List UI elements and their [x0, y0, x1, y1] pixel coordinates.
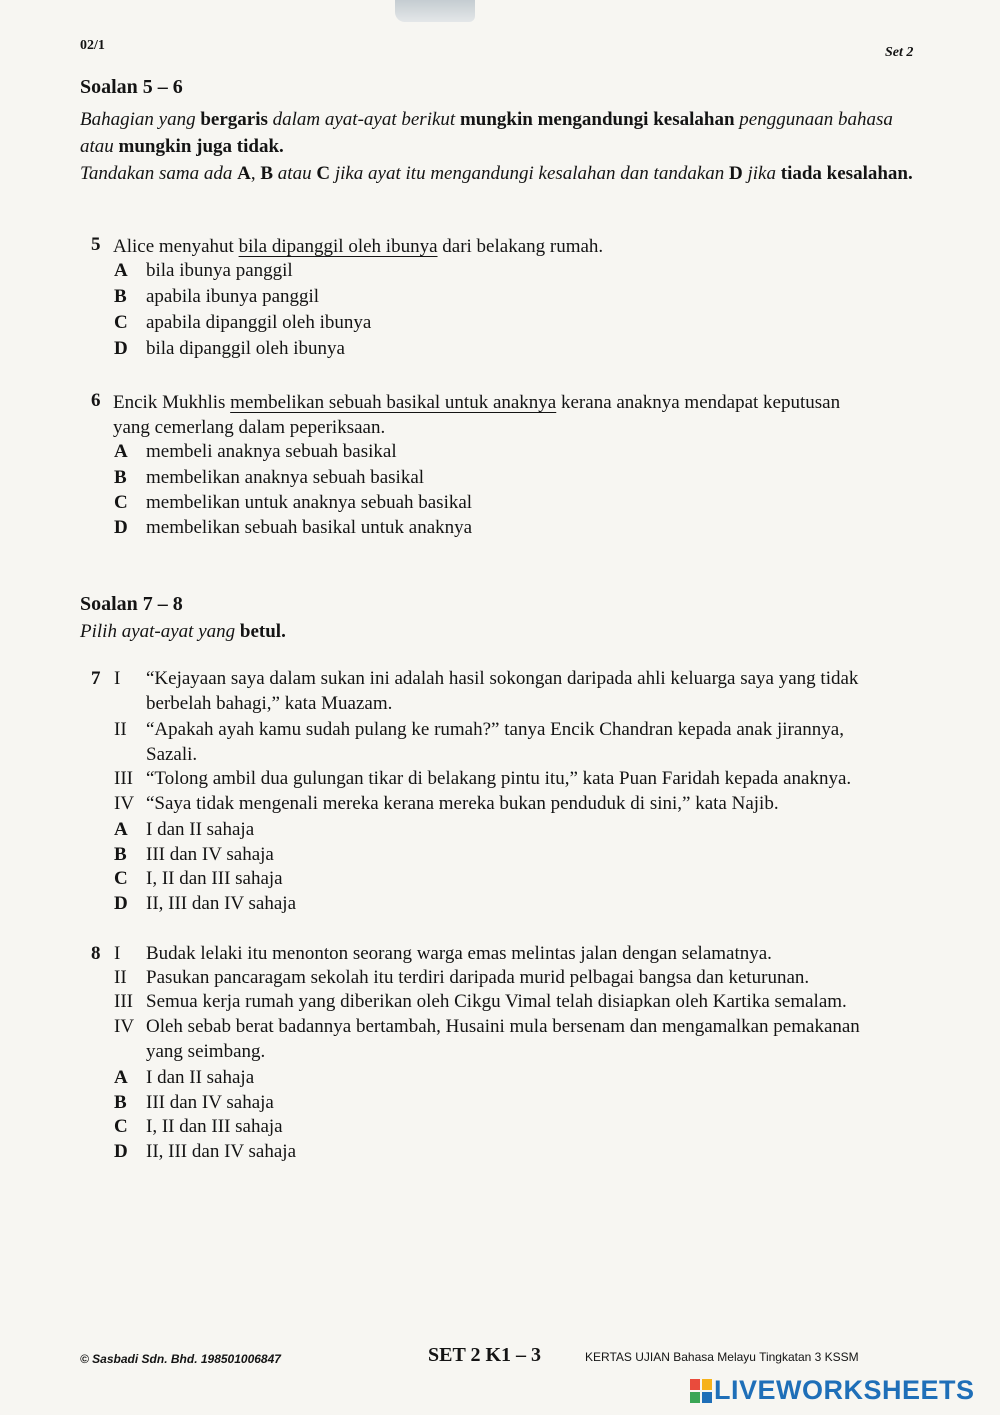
underlined-phrase: membelikan sebuah basikal untuk anaknya	[230, 392, 557, 413]
statement-text: “Kejayaan saya dalam sukan ini adalah hasil sokongan daripada ahli keluarga saya yang tidak berbelah bahagi,” kata Muazam.	[146, 668, 859, 714]
option-letter: D	[114, 338, 128, 359]
option-text[interactable]: apabila dipanggil oleh ibunya	[146, 312, 372, 333]
question-number-7: 7	[91, 668, 101, 689]
liveworksheets-icon	[690, 1379, 712, 1403]
question-number-6: 6	[91, 390, 101, 411]
publisher-credit: © Sasbadi Sdn. Bhd. 198501006847	[80, 1352, 281, 1366]
page-label: SET 2 K1 – 3	[428, 1344, 541, 1366]
paper-code: 02/1	[80, 38, 105, 53]
option-text[interactable]: II, III dan IV sahaja	[146, 893, 296, 914]
statement-roman: IV	[114, 793, 135, 814]
option-letter: A	[114, 260, 128, 281]
liveworksheets-logo[interactable]	[690, 1375, 975, 1406]
option-letter: B	[114, 844, 127, 865]
section-instruction-3: Pilih ayat-ayat yang betul.	[80, 621, 286, 642]
statement-roman: III	[114, 991, 133, 1012]
paper-title: KERTAS UJIAN Bahasa Melayu Tingkatan 3 KSSM	[585, 1350, 859, 1364]
option-letter: C	[114, 868, 128, 889]
option-text[interactable]: I, II dan III sahaja	[146, 868, 283, 889]
question-6-stem-line2: yang cemerlang dalam peperiksaan.	[113, 417, 386, 438]
statement-text: “Apakah ayah kamu sudah pulang ke rumah?” tanya Encik Chandran kepada anak jirannya, Sazali.	[146, 719, 844, 765]
option-text[interactable]: I, II dan III sahaja	[146, 1116, 283, 1137]
section-title-5-6: Soalan 5 – 6	[80, 76, 183, 98]
statement-roman: IV	[114, 1016, 135, 1037]
statement-roman: II	[114, 967, 127, 988]
option-letter: D	[114, 517, 128, 538]
option-text[interactable]: bila ibunya panggil	[146, 260, 293, 281]
option-letter: B	[114, 467, 127, 488]
option-letter: D	[114, 1141, 128, 1162]
option-letter: D	[114, 893, 128, 914]
option-text[interactable]: membeli anaknya sebuah basikal	[146, 441, 397, 462]
statement-text: Semua kerja rumah yang diberikan oleh Cikgu Vimal telah disiapkan oleh Kartika semalam.	[146, 991, 847, 1012]
option-text[interactable]: III dan IV sahaja	[146, 1092, 274, 1113]
option-text[interactable]: membelikan sebuah basikal untuk anaknya	[146, 517, 473, 538]
option-text[interactable]: I dan II sahaja	[146, 1067, 255, 1088]
option-text[interactable]: apabila ibunya panggil	[146, 286, 320, 307]
statement-roman: I	[114, 668, 121, 689]
statement-roman: III	[114, 768, 133, 789]
option-text[interactable]: membelikan anaknya sebuah basikal	[146, 467, 425, 488]
section-instruction-2: Tandakan sama ada A, B atau C jika ayat itu mengandungi kesalahan dan tandakan D jika tiada kesalahan.	[80, 163, 913, 184]
statement-roman: I	[114, 943, 121, 964]
option-letter: B	[114, 1092, 127, 1113]
option-letter: A	[114, 1067, 128, 1088]
statement-text: “Tolong ambil dua gulungan tikar di belakang pintu itu,” kata Puan Faridah kepada anaknya.	[146, 768, 852, 789]
liveworksheets-wordmark: LIVEWORKSHEETS	[714, 1375, 975, 1405]
option-letter: C	[114, 1116, 128, 1137]
option-letter: C	[114, 492, 128, 513]
option-letter: A	[114, 819, 128, 840]
question-5-stem: Alice menyahut bila dipanggil oleh ibunya dari belakang rumah.	[113, 236, 604, 257]
option-text[interactable]: III dan IV sahaja	[146, 844, 274, 865]
question-6-stem: Encik Mukhlis membelikan sebuah basikal untuk anaknya kerana anaknya mendapat keputusan	[113, 392, 841, 413]
statement-text: Pasukan pancaragam sekolah itu terdiri daripada murid pelbagai bangsa dan keturunan.	[146, 967, 810, 988]
statement-text: Oleh sebab berat badannya bertambah, Husaini mula bersenam dan mengamalkan pemakanan yang seimbang.	[146, 1016, 860, 1062]
statement-text: “Saya tidak mengenali mereka kerana mereka bukan penduduk di sini,” kata Najib.	[146, 793, 779, 814]
option-text[interactable]: bila dipanggil oleh ibunya	[146, 338, 345, 359]
question-number-5: 5	[91, 234, 101, 255]
underlined-phrase: bila dipanggil oleh ibunya	[238, 236, 438, 257]
statement-roman: II	[114, 719, 127, 740]
statement-text: Budak lelaki itu menonton seorang warga emas melintas jalan dengan selamatnya.	[146, 943, 772, 964]
option-letter: A	[114, 441, 128, 462]
section-title-7-8: Soalan 7 – 8	[80, 593, 183, 615]
option-text[interactable]: I dan II sahaja	[146, 819, 255, 840]
question-number-8: 8	[91, 943, 101, 964]
scan-artifact	[395, 0, 475, 22]
section-instruction-1: Bahagian yang bergaris dalam ayat-ayat berikut mungkin mengandungi kesalahan penggunaan bahasa atau mungkin juga tidak.	[80, 109, 893, 157]
option-letter: C	[114, 312, 128, 333]
option-text[interactable]: II, III dan IV sahaja	[146, 1141, 296, 1162]
option-text[interactable]: membelikan untuk anaknya sebuah basikal	[146, 492, 473, 513]
option-letter: B	[114, 286, 127, 307]
set-label: Set 2	[885, 45, 914, 60]
